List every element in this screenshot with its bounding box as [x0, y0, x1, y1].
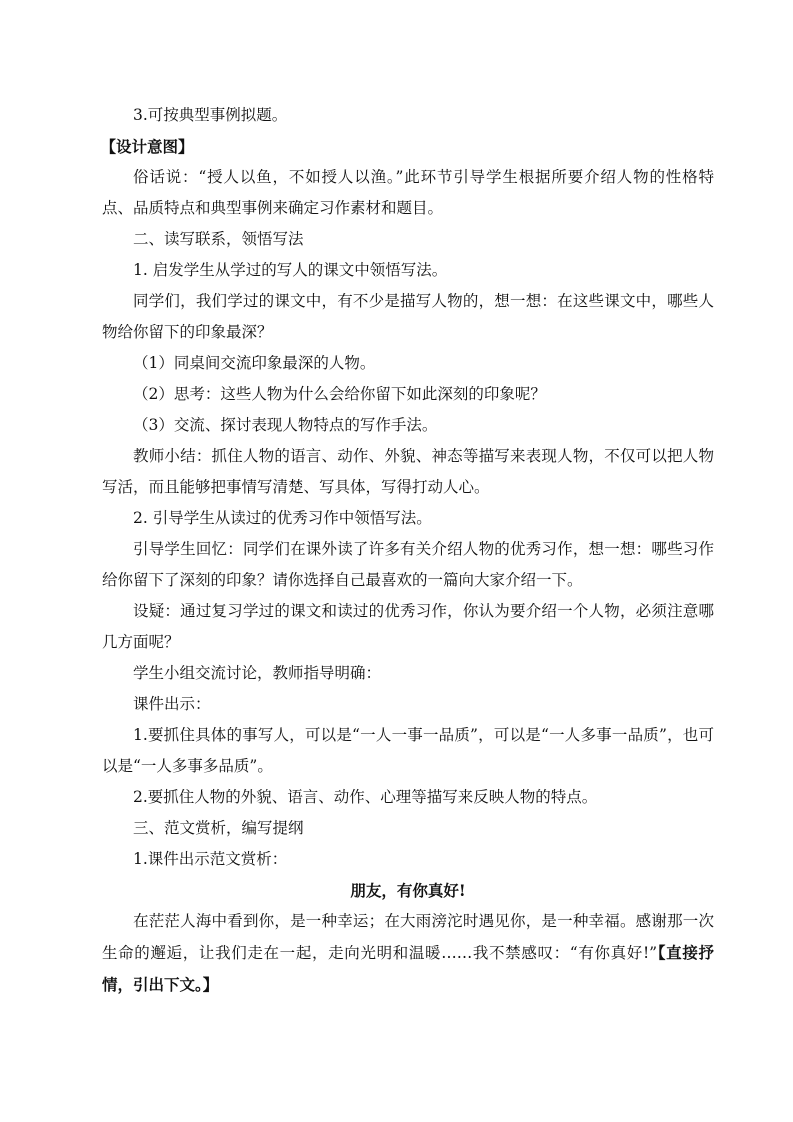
classmates-paragraph: 同学们，我们学过的课文中，有不少是描写人物的，想一想：在这些课文中，哪些人物给你留下的印象最深？: [102, 292, 714, 341]
step-3: 1.课件出示范文赏析：: [133, 850, 288, 868]
step-2: 2. 引导学生从读过的优秀习作中领悟写法。: [133, 509, 432, 527]
essay-paragraph: [102, 906, 714, 1001]
essay-title: 朋友，有你真好!: [350, 881, 466, 900]
document-page: [102, 100, 714, 1001]
group-discussion-line: 学生小组交流讨论，教师指导明确：: [133, 664, 382, 682]
courseware-point-1: 1.要抓住具体的事写人，可以是“一人一事一品质”，可以是“一人多事一品质”，也可以是“一人多事多品质”。: [102, 726, 714, 775]
step-1: 1. 启发学生从学过的写人的课文中领悟写法。: [133, 261, 448, 279]
sub-step-2: （2）思考：这些人物为什么会给你留下如此深刻的印象呢？: [133, 385, 546, 403]
list-item-3: 3.可按典型事例拟题。: [133, 106, 288, 124]
essay-text: 在茫茫人海中看到你，是一种幸运；在大雨滂沱时遇见你，是一种幸福。感谢那一次生命的邂逅，让我们走在一起，走向光明和温暖……我不禁感叹：“有你真好!”: [102, 912, 714, 962]
design-intent-paragraph: 俗话说：“授人以鱼，不如授人以渔。”此环节引导学生根据所要介绍人物的性格特点、品质特点和典型事例来确定习作素材和题目。: [102, 168, 714, 217]
sub-step-3: （3）交流、探讨表现人物特点的写作手法。: [133, 416, 438, 434]
design-intent-heading: 【设计意图】: [100, 137, 194, 156]
essay-annotation: 【直接抒情，引出下文。】: [102, 943, 714, 994]
teacher-summary-paragraph: 教师小结：抓住人物的语言、动作、外貌、神态等描写来表现人物，不仅可以把人物写活，而且能够把事情写清楚、写具体，写得打动人心。: [102, 447, 714, 496]
courseware-line: 课件出示：: [133, 695, 211, 713]
section-heading-2: 二、读写联系，领悟写法: [133, 230, 304, 248]
question-paragraph: 设疑：通过复习学过的课文和读过的优秀习作，你认为要介绍一个人物，必须注意哪几方面呢？: [102, 602, 714, 651]
section-heading-3: 三、范文赏析，编写提纲: [133, 819, 304, 837]
courseware-point-2: 2.要抓住人物的外貌、语言、动作、心理等描写来反映人物的特点。: [133, 788, 598, 806]
guide-recall-paragraph: 引导学生回忆：同学们在课外读了许多有关介绍人物的优秀习作，想一想：哪些习作给你留下了深刻的印象？请你选择自己最喜欢的一篇向大家介绍一下。: [102, 540, 714, 589]
sub-step-1: （1）同桌间交流印象最深的人物。: [133, 354, 376, 372]
